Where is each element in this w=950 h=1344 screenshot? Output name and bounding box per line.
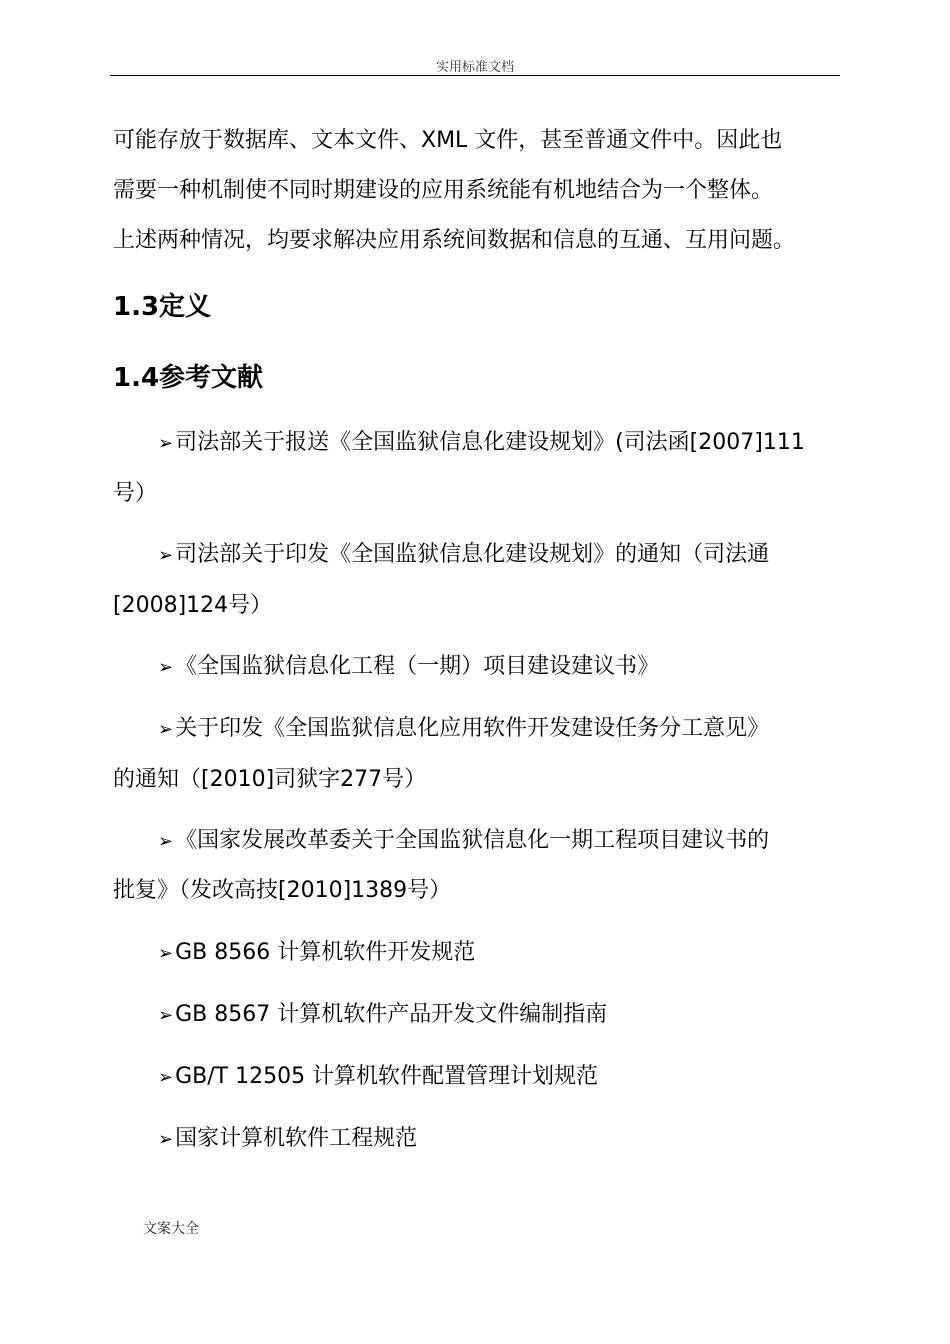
- reference-item: [158, 714, 769, 745]
- reference-text: 国家计算机软件工程规范: [175, 1126, 418, 1151]
- reference-item: [158, 826, 769, 857]
- reference-item: [158, 1000, 607, 1031]
- reference-item: [158, 428, 805, 459]
- paragraph-line: 可能存放于数据库、文本文件、XML 文件，甚至普通文件中。因此也: [113, 128, 783, 153]
- reference-text: 司法部关于印发《全国监狱信息化建设规划》的通知（司法通: [175, 542, 770, 567]
- page-header-title: 实用标准文档: [435, 60, 514, 75]
- arrow-right-icon: ➢: [158, 433, 174, 454]
- paragraph-line: 需要一种机制使不同时期建设的应用系统能有机地结合为一个整体。: [113, 178, 774, 203]
- page-footer-text: 文案大全: [143, 1221, 199, 1237]
- reference-text: GB 8566 计算机软件开发规范: [175, 940, 476, 965]
- reference-text: 司法部关于报送《全国监狱信息化建设规划》(司法函[2007]111: [175, 430, 805, 455]
- reference-continuation: [2008]124号）: [113, 593, 273, 618]
- reference-text: GB/T 12505 计算机软件配置管理计划规范: [175, 1064, 599, 1089]
- arrow-right-icon: ➢: [158, 1129, 174, 1150]
- reference-continuation: 批复》（发改高技[2010]1389号）: [113, 878, 452, 903]
- reference-item: [158, 540, 769, 571]
- reference-item: [158, 938, 475, 969]
- arrow-right-icon: ➢: [158, 719, 174, 740]
- arrow-right-icon: ➢: [158, 1005, 174, 1026]
- reference-item: [158, 1062, 598, 1093]
- reference-continuation: 号）: [113, 481, 158, 506]
- arrow-right-icon: ➢: [158, 831, 174, 852]
- header-divider: [110, 75, 840, 76]
- paragraph-line: 上述两种情况，均要求解决应用系统间数据和信息的互通、互用问题。: [113, 228, 796, 253]
- reference-continuation: 的通知（[2010]司狱字277号）: [113, 767, 427, 792]
- reference-text: 关于印发《全国监狱信息化应用软件开发建设任务分工意见》: [175, 716, 770, 741]
- arrow-right-icon: ➢: [158, 657, 174, 678]
- section-heading-definition: 1.3定义: [113, 292, 212, 322]
- arrow-right-icon: ➢: [158, 545, 174, 566]
- reference-text: 《全国监狱信息化工程（一期）项目建设建议书》: [175, 654, 660, 679]
- reference-text: GB 8567 计算机软件产品开发文件编制指南: [175, 1002, 608, 1027]
- arrow-right-icon: ➢: [158, 943, 174, 964]
- section-heading-references: 1.4参考文献: [113, 363, 264, 393]
- reference-item: [158, 1124, 417, 1155]
- arrow-right-icon: ➢: [158, 1067, 174, 1088]
- reference-text: 《国家发展改革委关于全国监狱信息化一期工程项目建议书的: [175, 828, 770, 853]
- reference-item: [158, 652, 659, 683]
